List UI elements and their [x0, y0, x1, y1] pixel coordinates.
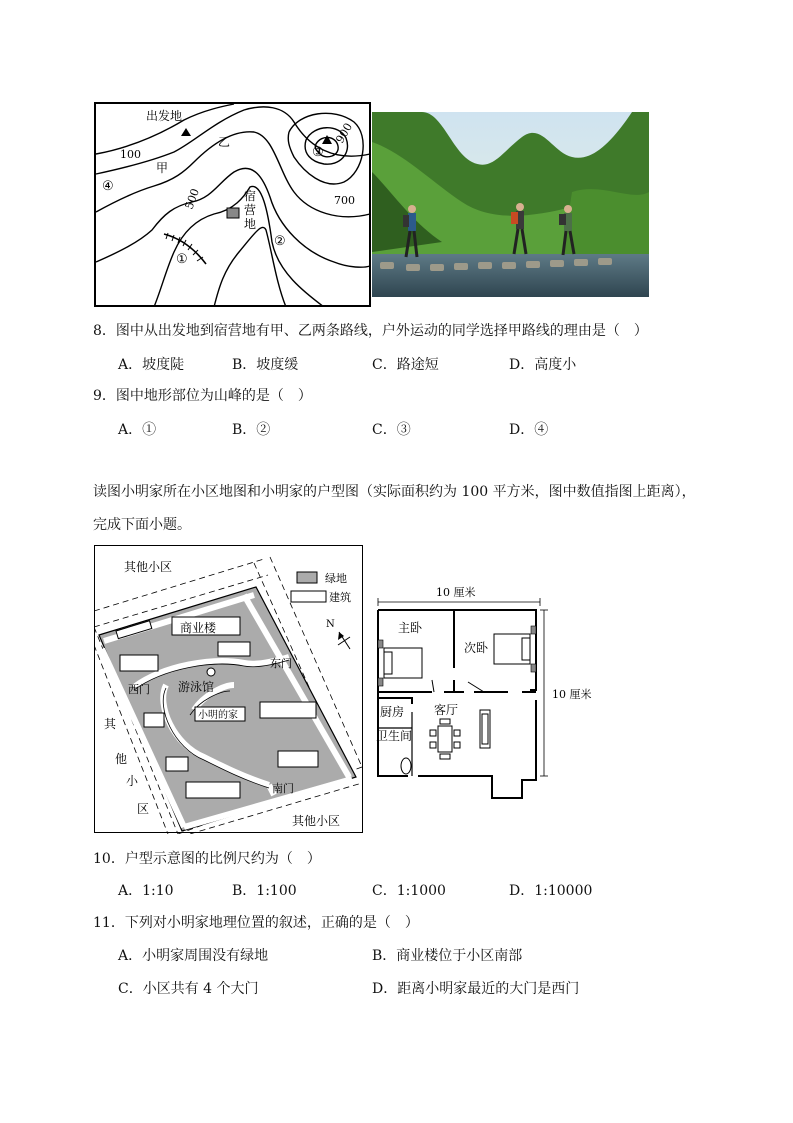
other-community-left-4: 区: [137, 802, 150, 816]
toilet-icon: [401, 758, 411, 774]
camp-label-3: 地: [244, 217, 257, 231]
marker-2: ②: [274, 234, 286, 249]
q10-option-b[interactable]: B．1:100: [232, 883, 297, 899]
question-11-stem: 11．下列对小明家地理位置的叙述，正确的是（ ）: [93, 915, 419, 931]
marker-3: ③: [312, 145, 324, 160]
contour-100-label: 100: [120, 148, 141, 161]
svg-text:N: N: [326, 619, 335, 630]
question-8-stem: 8．图中从出发地到宿营地有甲、乙两条路线，户外运动的同学选择甲路线的理由是（ ）: [93, 323, 648, 339]
q10-option-d[interactable]: D．1:10000: [509, 883, 593, 899]
q9-option-d[interactable]: D．④: [509, 422, 549, 438]
route-yi-label: 乙: [218, 135, 231, 149]
camp-label-1: 宿: [244, 189, 257, 203]
intro-line-1: 读图小明家所在小区地图和小明家的户型图（实际面积约为 100 平方米，图中数值指图上距离），: [93, 484, 696, 500]
q9-option-c[interactable]: C．③: [372, 422, 411, 438]
height-dimension-label: 10 厘米: [552, 688, 592, 701]
q10-option-a[interactable]: A．1:10: [118, 883, 174, 899]
kitchen-label: 厨房: [380, 705, 405, 719]
camp-label-2: 营: [244, 203, 257, 217]
q10-option-c[interactable]: C．1:1000: [372, 883, 446, 899]
question-10-stem: 10．户型示意图的比例尺约为（ ）: [93, 851, 321, 867]
width-dimension-label: 10 厘米: [436, 586, 476, 599]
start-label: 出发地: [146, 109, 183, 123]
q11-option-d[interactable]: D．距离小明家最近的大门是西门: [372, 981, 580, 997]
contour-map-figure: [94, 102, 371, 307]
q9-option-b[interactable]: B．②: [232, 422, 271, 438]
q9-option-a[interactable]: A．①: [118, 422, 157, 438]
question-9-stem: 9．图中地形部位为山峰的是（ ）: [93, 388, 312, 404]
home-label: 小明的家: [198, 710, 238, 721]
contour-900-label: 900: [333, 120, 356, 146]
other-community-bottom: 其他小区: [292, 814, 341, 828]
q11-option-c[interactable]: C．小区共有 4 个大门: [118, 981, 259, 997]
bathroom-label: 卫生间: [376, 729, 413, 743]
west-gate-label: 西门: [128, 683, 150, 696]
q8-option-d[interactable]: D．高度小: [509, 357, 577, 373]
community-map-figure: [94, 545, 364, 834]
master-bedroom-label: 主卧: [398, 621, 423, 635]
marker-1: ①: [176, 252, 188, 267]
contour-500-label: 500: [182, 186, 203, 212]
pool-marker-icon: [207, 668, 215, 676]
legend-building-swatch: [291, 591, 326, 602]
other-community-left-3: 小: [126, 774, 139, 788]
other-community-left-2: 他: [115, 752, 128, 766]
second-bedroom-label: 次卧: [464, 641, 489, 655]
q8-option-a[interactable]: A．坡度陡: [118, 357, 185, 373]
camp-site-icon: [227, 208, 239, 218]
legend-green-swatch: [297, 572, 317, 583]
marker-4: ④: [102, 179, 114, 194]
q11-option-a[interactable]: A．小明家周围没有绿地: [118, 948, 269, 964]
hikers-photo: [372, 112, 649, 297]
dining-table-icon: [438, 726, 452, 752]
other-community-left-1: 其: [104, 717, 117, 731]
intro-line-2: 完成下面小题。: [93, 517, 191, 533]
route-jia-label: 甲: [156, 161, 169, 175]
commercial-building-label: 商业楼: [180, 621, 217, 635]
east-gate-label: 东门: [270, 657, 292, 670]
legend-building-label: 建筑: [329, 591, 351, 604]
q11-option-b[interactable]: B．商业楼位于小区南部: [372, 948, 523, 964]
q8-option-b[interactable]: B．坡度缓: [232, 357, 299, 373]
contour-700-label: 700: [334, 194, 355, 207]
pool-label: 游泳馆: [178, 680, 215, 694]
south-gate-label: 南门: [272, 782, 294, 795]
q8-option-c[interactable]: C．路途短: [372, 357, 439, 373]
living-room-label: 客厅: [434, 703, 459, 717]
floor-plan-figure: [372, 580, 604, 802]
legend-green-label: 绿地: [325, 572, 347, 585]
other-community-top: 其他小区: [124, 560, 173, 574]
